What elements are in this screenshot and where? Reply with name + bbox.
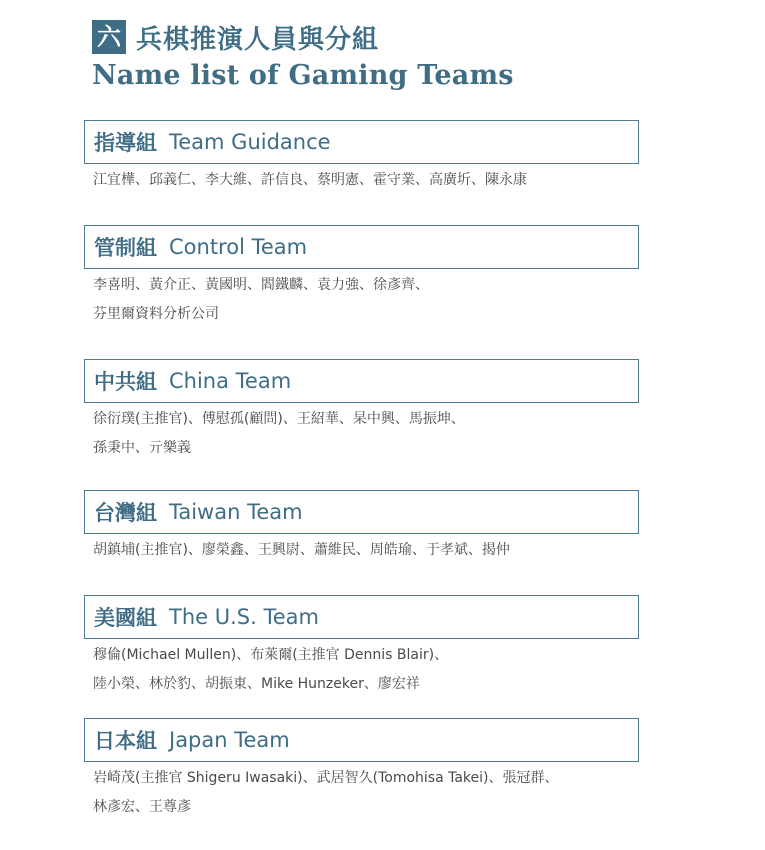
section-title-english: Name list of Gaming Teams	[92, 60, 514, 91]
team-us	[84, 595, 639, 699]
team-name-chinese: 指導組	[94, 131, 157, 155]
team-name-english: China Team	[169, 369, 292, 393]
member-line: 胡鎮埔(主推官)、廖榮鑫、王興尉、蕭維民、周皓瑜、于孝斌、揭仲	[93, 542, 510, 558]
team-header-box	[84, 595, 639, 639]
member-line: 穆倫(Michael Mullen)、布萊爾(主推官 Dennis Blair)、	[93, 647, 449, 663]
member-line: 陸小榮、林於豹、胡振東、Mike Hunzeker、廖宏祥	[93, 676, 420, 692]
member-line: 芬里爾資料分析公司	[93, 306, 219, 322]
team-member-list	[84, 641, 639, 699]
section-header	[92, 18, 514, 91]
team-member-list	[84, 536, 639, 565]
team-header-box	[84, 490, 639, 534]
member-line: 江宜樺、邱義仁、李大維、許信良、蔡明憲、霍守業、高廣圻、陳永康	[93, 172, 527, 188]
team-control	[84, 225, 639, 329]
team-member-list	[84, 271, 639, 329]
team-japan	[84, 718, 639, 822]
team-header-box	[84, 225, 639, 269]
member-line: 孫秉中、亓樂義	[93, 440, 191, 456]
team-name-chinese: 日本組	[94, 729, 157, 753]
member-line: 李喜明、黃介正、黃國明、閻鐵麟、袁力強、徐彥齊、	[93, 277, 429, 293]
member-line: 徐衍璞(主推官)、傅慰孤(顧問)、王紹華、杲中興、馬振坤、	[93, 411, 465, 427]
team-name-english: Control Team	[169, 235, 308, 259]
member-line: 林彥宏、王尊彥	[93, 799, 191, 815]
team-header-box	[84, 718, 639, 762]
team-name-english: The U.S. Team	[169, 605, 319, 629]
team-member-list	[84, 764, 639, 822]
team-member-list	[84, 405, 639, 463]
member-line: 岩崎茂(主推官 Shigeru Iwasaki)、武居智久(Tomohisa Takei)、張冠群、	[93, 770, 559, 786]
team-guidance	[84, 120, 639, 195]
team-header-box	[84, 120, 639, 164]
team-name-chinese: 管制組	[94, 236, 157, 260]
team-member-list	[84, 166, 639, 195]
team-china	[84, 359, 639, 463]
team-name-chinese: 美國組	[94, 606, 157, 630]
team-name-english: Japan Team	[169, 728, 290, 752]
section-title-row	[92, 18, 514, 56]
team-name-english: Team Guidance	[169, 130, 331, 154]
team-header-box	[84, 359, 639, 403]
section-title-chinese: 兵棋推演人員與分組	[136, 24, 380, 55]
section-number-badge: 六	[92, 20, 126, 54]
team-name-chinese: 台灣組	[94, 501, 157, 525]
team-taiwan	[84, 490, 639, 565]
team-name-chinese: 中共組	[94, 370, 157, 394]
team-name-english: Taiwan Team	[169, 500, 303, 524]
